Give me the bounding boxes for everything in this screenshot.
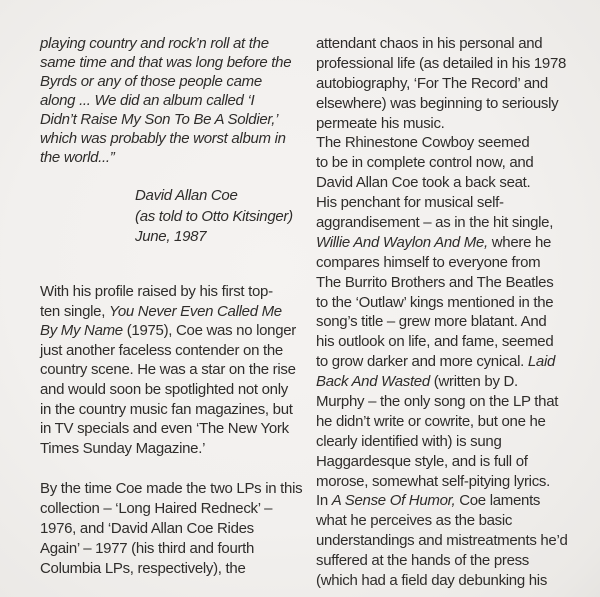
text-run: compares himself to everyone from bbox=[316, 253, 541, 271]
text-line bbox=[316, 54, 588, 74]
italic-text-run: Willie And Waylon And Me, bbox=[316, 233, 488, 251]
text-line bbox=[316, 551, 588, 571]
text-run: His penchant for musical self- bbox=[316, 194, 504, 212]
text-line bbox=[316, 114, 588, 134]
text-run: which was probably the worst album in bbox=[40, 130, 286, 147]
text-line bbox=[40, 302, 304, 322]
italic-text-run: Laid bbox=[527, 353, 556, 371]
italic-text-run: You Never Even Called Me bbox=[108, 302, 282, 320]
text-run: his outlook on life, and fame, seemed bbox=[316, 333, 554, 351]
text-line bbox=[316, 452, 588, 472]
text-run: playing country and rock’n roll at the bbox=[40, 35, 269, 52]
text-line bbox=[40, 53, 304, 72]
text-run: aggrandisement – as in the hit single, bbox=[316, 214, 554, 232]
text-line bbox=[316, 74, 588, 94]
text-line bbox=[316, 133, 588, 153]
text-line bbox=[316, 253, 588, 273]
text-run: permeate his music. bbox=[316, 114, 445, 132]
text-run: The Burrito Brothers and The Beatles bbox=[316, 273, 554, 291]
text-run: The Rhinestone Cowboy seemed bbox=[316, 134, 530, 152]
text-line bbox=[316, 173, 588, 193]
text-line bbox=[316, 273, 588, 293]
text-run: to be in complete control now, and bbox=[316, 154, 534, 172]
text-run: in the country music fan magazines, but bbox=[40, 400, 293, 418]
text-run: (which had a field day debunking his bbox=[316, 572, 548, 590]
text-run: Haggardesque style, and is full of bbox=[316, 452, 528, 470]
text-run: suffered at the hands of the press bbox=[316, 552, 530, 570]
left-column bbox=[40, 0, 304, 597]
text-line bbox=[40, 439, 304, 459]
text-run: ten single, bbox=[40, 302, 109, 320]
text-line bbox=[316, 472, 588, 492]
text-line bbox=[40, 72, 304, 91]
text-line bbox=[316, 213, 588, 233]
text-run: collection – ‘Long Haired Redneck’ – bbox=[40, 500, 273, 517]
text-run: David Allan Coe bbox=[135, 187, 238, 204]
quote-attribution bbox=[40, 186, 304, 248]
text-run: morose, somewhat self-pitying lyrics. bbox=[316, 472, 550, 490]
text-line bbox=[316, 392, 588, 412]
paragraph-two-lps bbox=[40, 479, 304, 579]
text-run: Murphy – the only song on the LP that bbox=[316, 393, 559, 411]
text-run: what he perceives as the basic bbox=[316, 512, 513, 530]
text-line bbox=[40, 519, 304, 539]
text-line bbox=[135, 207, 304, 228]
text-line bbox=[40, 148, 304, 167]
text-line bbox=[316, 233, 588, 253]
text-line bbox=[40, 400, 304, 420]
text-run: (as told to Otto Kitsinger) bbox=[135, 207, 293, 225]
text-line bbox=[316, 571, 588, 591]
text-line bbox=[316, 511, 588, 531]
text-run: the world...” bbox=[40, 149, 115, 166]
text-line bbox=[316, 332, 588, 352]
text-run: 1976, and ‘David Allan Coe Rides bbox=[40, 520, 254, 537]
right-column-text bbox=[316, 34, 588, 591]
text-run: he didn’t write or cowrite, but one he bbox=[316, 412, 546, 430]
text-line bbox=[40, 129, 304, 148]
text-run: autobiography, ‘For The Record’ and bbox=[316, 74, 548, 92]
text-line bbox=[316, 293, 588, 313]
text-line bbox=[40, 499, 304, 519]
text-run: elsewhere) was beginning to seriously bbox=[316, 94, 559, 112]
text-line bbox=[135, 227, 304, 248]
text-line bbox=[40, 539, 304, 559]
text-line bbox=[316, 34, 588, 54]
italic-text-run: By My Name bbox=[40, 322, 123, 340]
text-run: Coe laments bbox=[455, 492, 541, 510]
right-column bbox=[316, 0, 588, 597]
text-line bbox=[40, 341, 304, 361]
text-line bbox=[40, 360, 304, 380]
text-run: clearly identified with) is sung bbox=[316, 432, 502, 450]
text-run: Didn’t Raise My Son To Be A Soldier,’ bbox=[40, 111, 279, 128]
text-line bbox=[40, 479, 304, 499]
italic-text-run: Back And Wasted bbox=[316, 373, 430, 391]
text-run: David Allan Coe took a back seat. bbox=[316, 174, 531, 192]
text-run: to grow darker and more cynical. bbox=[316, 353, 528, 371]
text-run: With his profile raised by his first top- bbox=[40, 283, 273, 300]
text-run: understandings and mistreatments he’d bbox=[316, 532, 568, 550]
text-run: country scene. He was a star on the rise bbox=[40, 361, 296, 379]
text-run: just another faceless contender on the bbox=[40, 341, 283, 359]
text-line bbox=[316, 94, 588, 114]
text-run: Columbia LPs, respectively), the bbox=[40, 560, 246, 577]
text-run: June, 1987 bbox=[135, 228, 207, 245]
text-line bbox=[316, 491, 588, 511]
text-run: Again’ – 1977 (his third and fourth bbox=[40, 540, 255, 557]
text-line bbox=[40, 559, 304, 579]
text-line bbox=[316, 312, 588, 332]
text-line bbox=[316, 412, 588, 432]
text-run: professional life (as detailed in his 1978 bbox=[316, 54, 567, 72]
text-line bbox=[316, 193, 588, 213]
italic-text-run: A Sense Of Humor, bbox=[331, 492, 456, 510]
text-run: song’s title – grew more blatant. And bbox=[316, 313, 547, 331]
text-line bbox=[316, 531, 588, 551]
text-run: Times Sunday Magazine.’ bbox=[40, 439, 206, 457]
text-run: attendant chaos in his personal and bbox=[316, 35, 543, 52]
text-line bbox=[135, 186, 304, 207]
quote-paragraph bbox=[40, 34, 304, 167]
text-line bbox=[316, 352, 588, 372]
text-line bbox=[40, 282, 304, 302]
text-run: By the time Coe made the two LPs in this bbox=[40, 480, 303, 497]
text-run: where he bbox=[487, 233, 552, 251]
paragraph-profile-raised bbox=[40, 282, 304, 458]
text-run: same time and that was long before the bbox=[40, 54, 292, 71]
text-line bbox=[40, 380, 304, 400]
text-run: in TV specials and even ‘The New York bbox=[40, 420, 289, 438]
text-run: to the ‘Outlaw’ kings mentioned in the bbox=[316, 293, 554, 311]
text-line bbox=[316, 372, 588, 392]
text-line bbox=[40, 34, 304, 53]
text-run: and would soon be spotlighted not only bbox=[40, 380, 288, 398]
text-line bbox=[316, 432, 588, 452]
text-line bbox=[40, 110, 304, 129]
text-line bbox=[40, 91, 304, 110]
text-line bbox=[316, 153, 588, 173]
text-line bbox=[40, 321, 304, 341]
text-run: (1975), Coe was no longer bbox=[122, 322, 296, 340]
text-line bbox=[40, 419, 304, 439]
text-run: (written by D. bbox=[429, 373, 518, 391]
text-run: along ... We did an album called ‘I bbox=[40, 92, 255, 109]
text-run: In bbox=[316, 492, 332, 510]
text-run: Byrds or any of those people came bbox=[40, 73, 262, 90]
